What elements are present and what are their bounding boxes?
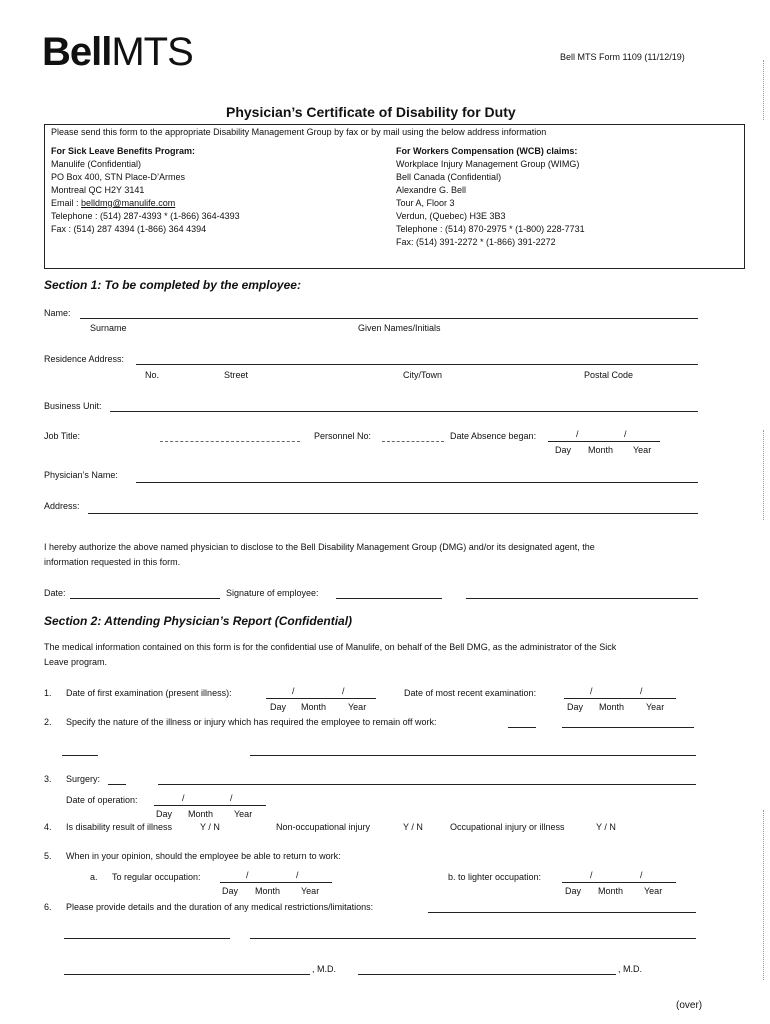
personnel-field[interactable] — [382, 441, 444, 442]
day-caption: Day — [270, 702, 287, 712]
nonoccupational-yes-no[interactable]: Y / N — [403, 822, 423, 832]
scan-edge-mark — [763, 430, 766, 520]
over-note: (over) — [676, 1000, 703, 1011]
month-caption: Month — [301, 702, 327, 712]
month-caption: Month — [599, 702, 625, 712]
year-caption: Year — [644, 886, 663, 896]
given-names-caption: Given Names/Initials — [358, 323, 441, 333]
q4-illness-label: Is disability result of illness — [66, 822, 173, 832]
q3-number: 3. — [44, 774, 52, 784]
illness-field[interactable] — [250, 755, 696, 756]
scan-edge-mark — [763, 60, 766, 120]
regular-occupation-date-field[interactable] — [220, 882, 332, 883]
signature-field[interactable] — [336, 598, 442, 599]
year-caption: Year — [301, 886, 320, 896]
signature-extra-field[interactable] — [466, 598, 698, 599]
illness-field[interactable] — [508, 727, 536, 728]
q1b-label: Date of most recent examination: — [404, 688, 537, 698]
email-line — [51, 198, 175, 208]
occupational-yes-no[interactable]: Y / N — [596, 822, 616, 832]
day-caption: Day — [156, 809, 173, 819]
section2-intro: Leave program. — [44, 657, 108, 667]
surgery-details-field[interactable] — [158, 784, 696, 785]
section2-intro: The medical information contained on this form is for the confidential use of Manulife, on behalf of the Bell DMG, as the administrator of the Sick — [44, 642, 617, 652]
lighter-occupation-date-field[interactable] — [562, 882, 676, 883]
business-unit-field[interactable] — [110, 411, 698, 412]
q4-number: 4. — [44, 822, 52, 832]
date-slash: / — [590, 686, 593, 696]
year-caption: Year — [234, 809, 253, 819]
no-caption: No. — [145, 370, 160, 380]
q2-label: Specify the nature of the illness or injury which has required the employee to remain off work: — [66, 717, 437, 727]
date-slash: / — [230, 793, 233, 803]
date-slash: / — [640, 870, 643, 880]
q5-label: When in your opinion, should the employee be able to return to work: — [66, 851, 341, 861]
month-caption: Month — [255, 886, 281, 896]
scan-edge-mark — [763, 810, 766, 980]
sick-leave-fax: Fax : (514) 287 4394 (1-866) 364 4394 — [51, 224, 207, 234]
wcb-line: Telephone : (514) 870-2975 * (1-800) 228-7731 — [396, 224, 585, 234]
email-label: Email : — [51, 198, 82, 208]
physician-name-label: Physician’s Name: — [44, 470, 118, 480]
month-caption: Month — [588, 445, 614, 455]
recent-exam-date-field[interactable] — [564, 698, 676, 699]
q5-number: 5. — [44, 851, 52, 861]
q1-label: Date of first examination (present illness): — [66, 688, 232, 698]
sick-leave-line: Manulife (Confidential) — [51, 159, 142, 169]
date-slash: / — [590, 870, 593, 880]
wcb-line: Verdun, (Quebec) H3E 3B3 — [396, 211, 506, 221]
q2-number: 2. — [44, 717, 52, 727]
illness-field[interactable] — [562, 727, 694, 728]
section2-heading: Section 2: Attending Physician’s Report (Confidential) — [44, 614, 353, 628]
email-link[interactable]: belldmg@manulife.com — [81, 198, 176, 208]
illness-yes-no[interactable]: Y / N — [200, 822, 220, 832]
sick-leave-telephone: Telephone : (514) 287-4393 * (1-866) 364-4393 — [51, 211, 240, 221]
wcb-line: Tour A, Floor 3 — [396, 198, 455, 208]
date-slash: / — [182, 793, 185, 803]
wcb-line: Alexandre G. Bell — [396, 185, 467, 195]
postal-caption: Postal Code — [584, 370, 634, 380]
sick-leave-line: PO Box 400, STN Place-D’Armes — [51, 172, 186, 182]
restrictions-field[interactable] — [428, 912, 696, 913]
year-caption: Year — [646, 702, 665, 712]
illness-field[interactable] — [62, 755, 98, 756]
signature-label: Signature of employee: — [226, 588, 319, 598]
q4-nonoccupational-label: Non-occupational injury — [276, 822, 371, 832]
date-slash: / — [292, 686, 295, 696]
operation-date-label: Date of operation: — [66, 795, 138, 805]
date-slash: / — [296, 870, 299, 880]
wcb-heading: For Workers Compensation (WCB) claims: — [396, 146, 578, 156]
year-caption: Year — [633, 445, 652, 455]
q6-number: 6. — [44, 902, 52, 912]
name-label: Name: — [44, 308, 71, 318]
q5b-label: b. to lighter occupation: — [448, 872, 542, 882]
month-caption: Month — [188, 809, 214, 819]
physician-address-field[interactable] — [88, 513, 698, 514]
date-slash: / — [576, 429, 579, 439]
residence-field[interactable] — [136, 364, 698, 365]
city-caption: City/Town — [403, 370, 443, 380]
send-instruction: Please send this form to the appropriate Disability Management Group by fax or by mail using the below address information — [51, 127, 547, 137]
physician-signature-field[interactable] — [64, 974, 310, 975]
personnel-label: Personnel No: — [314, 431, 372, 441]
q5a-label: To regular occupation: — [112, 872, 201, 882]
physician-name-field[interactable] — [136, 482, 698, 483]
form-number: Bell MTS Form 1109 (11/12/19) — [560, 52, 685, 62]
business-unit-label: Business Unit: — [44, 401, 102, 411]
physician-signature-field[interactable] — [358, 974, 616, 975]
surname-caption: Surname — [90, 323, 127, 333]
day-caption: Day — [567, 702, 584, 712]
month-caption: Month — [598, 886, 624, 896]
q6-label: Please provide details and the duration of any medical restrictions/limitations: — [66, 902, 374, 912]
residence-label: Residence Address: — [44, 354, 125, 364]
job-title-label: Job Title: — [44, 431, 81, 441]
date-slash: / — [246, 870, 249, 880]
wcb-line: Fax: (514) 391-2272 * (1-866) 391-2272 — [396, 237, 556, 247]
date-slash: / — [640, 686, 643, 696]
date-label: Date: — [44, 588, 66, 598]
street-caption: Street — [224, 370, 249, 380]
q5a-letter: a. — [90, 872, 98, 882]
day-caption: Day — [555, 445, 572, 455]
day-caption: Day — [222, 886, 239, 896]
date-absence-field[interactable] — [548, 441, 660, 442]
q4-occupational-label: Occupational injury or illness — [450, 822, 565, 832]
day-caption: Day — [565, 886, 582, 896]
md-suffix: , M.D. — [312, 964, 336, 974]
first-exam-date-field[interactable] — [266, 698, 376, 699]
restrictions-field[interactable] — [64, 938, 230, 939]
sick-leave-heading: For Sick Leave Benefits Program: — [51, 146, 196, 156]
bell-mts-logo: BellMTS — [42, 30, 193, 74]
restrictions-field[interactable] — [250, 938, 696, 939]
sick-leave-line: Montreal QC H2Y 3141 — [51, 185, 145, 195]
job-title-field[interactable] — [160, 441, 300, 442]
authorization-text: information requested in this form. — [44, 557, 181, 567]
name-field[interactable] — [80, 318, 698, 319]
date-slash: / — [342, 686, 345, 696]
q3-label: Surgery: — [66, 774, 101, 784]
page-title: Physician’s Certificate of Disability for Duty — [226, 104, 516, 120]
operation-date-field[interactable] — [154, 805, 266, 806]
section1-heading: Section 1: To be completed by the employee: — [44, 278, 301, 292]
authorization-text: I hereby authorize the above named physician to disclose to the Bell Disability Management Group (DMG) and/or its designated agent, the — [44, 542, 595, 552]
address-label: Address: — [44, 501, 80, 511]
md-suffix: , M.D. — [618, 964, 642, 974]
q1-number: 1. — [44, 688, 52, 698]
employee-date-field[interactable] — [70, 598, 220, 599]
wcb-line: Bell Canada (Confidential) — [396, 172, 502, 182]
wcb-line: Workplace Injury Management Group (WIMG) — [396, 159, 580, 169]
year-caption: Year — [348, 702, 367, 712]
date-absence-label: Date Absence began: — [450, 431, 537, 441]
date-slash: / — [624, 429, 627, 439]
surgery-field[interactable] — [108, 784, 126, 785]
